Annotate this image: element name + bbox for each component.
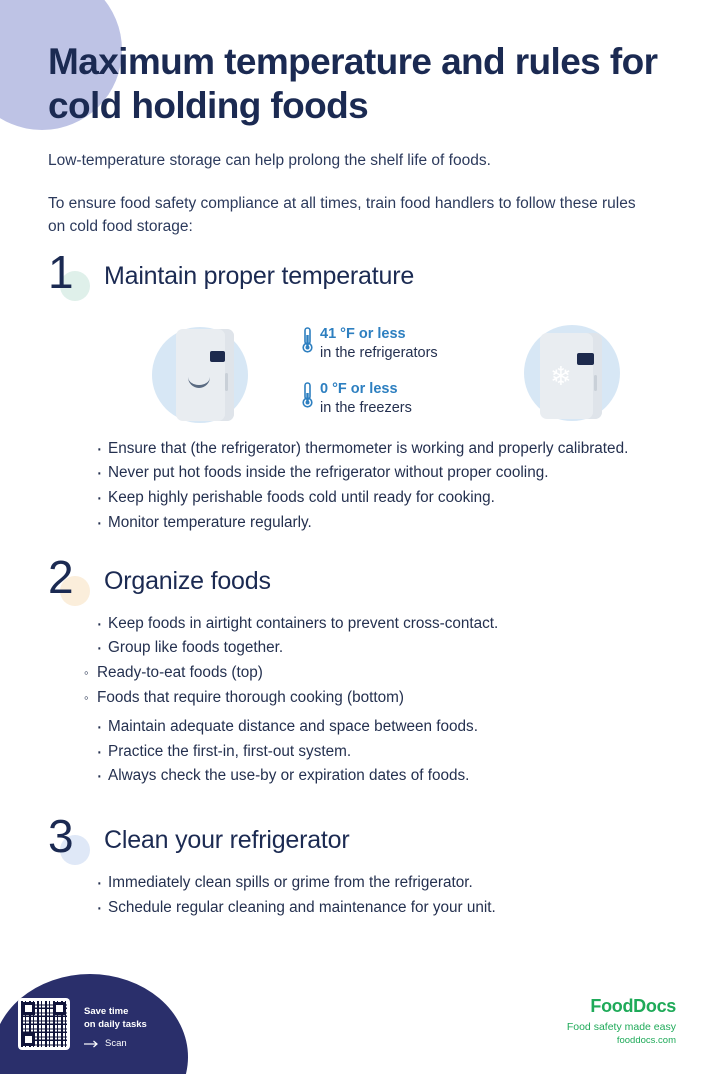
thermometer-icon bbox=[294, 380, 320, 408]
section-1-number-wrap bbox=[48, 245, 104, 303]
arrow-right-icon bbox=[84, 1040, 100, 1048]
list-item: · Practice the first-in, first-out system. bbox=[96, 740, 676, 765]
temperature-value: 41 °F or less bbox=[320, 325, 406, 342]
temperature-list bbox=[294, 325, 438, 435]
brand-tagline: Food safety made easy bbox=[566, 1021, 676, 1033]
section-2-bullet-list-continued bbox=[48, 715, 676, 789]
brand-name: FoodDocs bbox=[590, 996, 676, 1016]
list-item: · Keep highly perishable foods cold until ready for cooking. bbox=[96, 486, 676, 511]
refrigerator-icon bbox=[176, 329, 234, 421]
footer-scan-cta[interactable] bbox=[84, 1038, 127, 1049]
section-2-heading bbox=[48, 550, 676, 608]
temperature-item-freezer bbox=[294, 380, 438, 419]
section-3-heading bbox=[48, 810, 676, 867]
list-item: · Maintain adequate distance and space between foods. bbox=[96, 715, 676, 740]
qr-corner-top-left bbox=[22, 1002, 35, 1015]
footer-save-line-2: on daily tasks bbox=[84, 1018, 147, 1030]
thermometer-icon bbox=[294, 325, 320, 353]
section-2-number-wrap bbox=[48, 550, 104, 608]
list-item: · Always check the use-by or expiration dates of foods. bbox=[96, 764, 676, 789]
list-item: ◦ Foods that require thorough cooking (bottom) bbox=[84, 686, 676, 711]
temperature-item-refrigerator bbox=[294, 325, 438, 364]
freezer-handle bbox=[594, 375, 597, 391]
footer-save-text bbox=[84, 1006, 147, 1032]
temperature-location: in the freezers bbox=[320, 400, 412, 417]
refrigerator-display bbox=[210, 351, 225, 362]
section-3-number: 3 bbox=[48, 810, 74, 863]
section-2-title: Organize foods bbox=[104, 566, 271, 595]
brand-url: fooddocs.com bbox=[616, 1035, 676, 1046]
list-item: · Schedule regular cleaning and maintenance for your unit. bbox=[96, 896, 676, 921]
section-2-bullet-list bbox=[48, 612, 676, 662]
list-item: · Immediately clean spills or grime from the refrigerator. bbox=[96, 871, 676, 896]
section-1-number: 1 bbox=[48, 245, 74, 298]
footer-scan-label: Scan bbox=[105, 1038, 127, 1049]
list-item: · Keep foods in airtight containers to prevent cross-contact. bbox=[96, 612, 676, 637]
footer-save-line-1: Save time bbox=[84, 1006, 129, 1017]
list-item: · Ensure that (the refrigerator) thermometer is working and properly calibrated. bbox=[96, 437, 676, 462]
list-item: · Monitor temperature regularly. bbox=[96, 511, 676, 536]
page-title: Maximum temperature and rules for cold holding foods bbox=[48, 41, 658, 126]
temperature-illustration bbox=[48, 311, 676, 431]
snowflake-icon: ❄ bbox=[550, 360, 572, 391]
qr-corner-bottom-left bbox=[22, 1033, 35, 1046]
intro-paragraph-2: To ensure food safety compliance at all times, train food handlers to follow these rules on cold food storage: bbox=[48, 194, 636, 236]
temperature-location: in the refrigerators bbox=[320, 345, 438, 362]
section-1-bullet-list bbox=[48, 437, 676, 536]
list-item: ◦ Ready-to-eat foods (top) bbox=[84, 661, 676, 686]
page-footer bbox=[0, 974, 720, 1074]
list-item: · Never put hot foods inside the refrigerator without proper cooling. bbox=[96, 461, 676, 486]
qr-corner-top-right bbox=[53, 1002, 66, 1015]
section-3-bullet-list bbox=[48, 871, 676, 921]
section-clean-your-refrigerator bbox=[48, 810, 676, 921]
refrigerator-handle bbox=[225, 373, 228, 391]
section-1-heading bbox=[48, 245, 676, 303]
section-2-number: 2 bbox=[48, 550, 74, 603]
section-maintain-proper-temperature bbox=[48, 245, 676, 536]
section-3-title: Clean your refrigerator bbox=[104, 826, 350, 855]
section-organize-foods bbox=[48, 550, 676, 789]
list-item: · Group like foods together. bbox=[96, 636, 676, 661]
temperature-value: 0 °F or less bbox=[320, 380, 398, 397]
intro-paragraph-1: Low-temperature storage can help prolong the shelf life of foods. bbox=[48, 152, 491, 170]
brand-block[interactable] bbox=[567, 996, 676, 1046]
section-1-title: Maintain proper temperature bbox=[104, 261, 415, 290]
qr-code-icon[interactable] bbox=[18, 998, 70, 1050]
freezer-display bbox=[577, 353, 594, 365]
section-3-number-wrap bbox=[48, 810, 104, 867]
section-2-sub-bullet-list bbox=[48, 661, 676, 711]
